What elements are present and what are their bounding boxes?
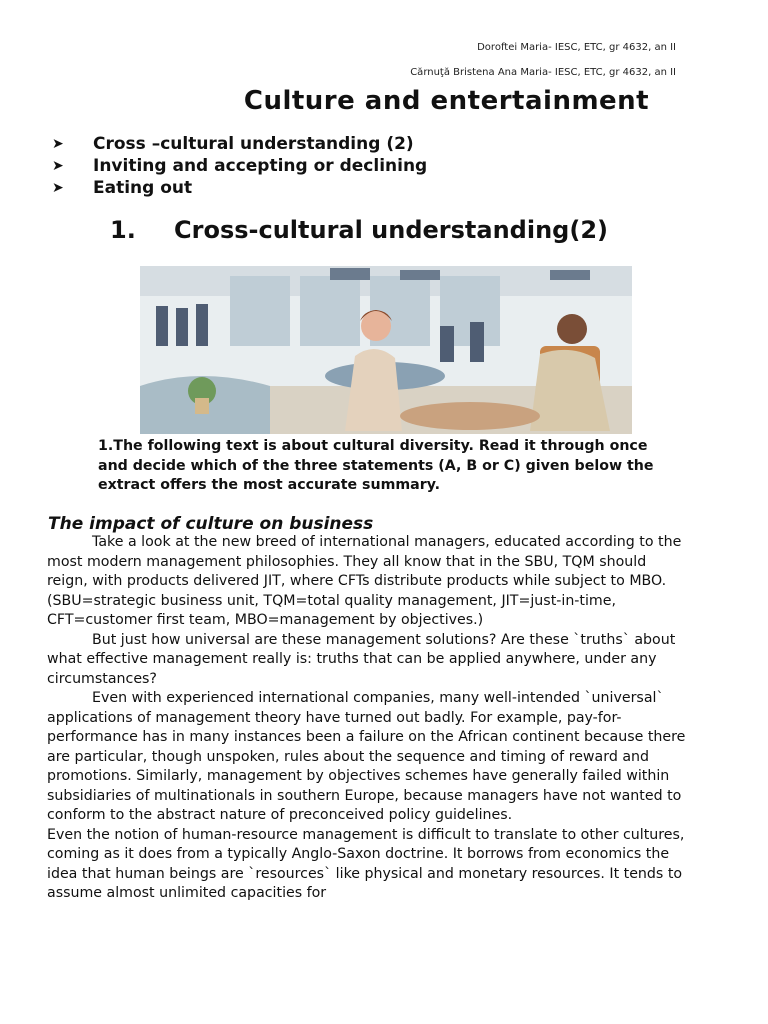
paragraph: Even with experienced international companies, many well-intended `universal` applications of management theory have turned out badly. For example, pay-for-performance has in many instances been a failure on the African continent because there are particular, though unspoken, rules about the sequence and timing of reward and promotions. Similarly, management by objectives schemes have generally failed within subsidiaries of multinationals in southern Europe, because managers have not wanted to conform to the abstract nature of preconceived policy guidelines. (47, 690, 686, 823)
list-item: ➤ Inviting and accepting or declining (52, 156, 428, 176)
topic-list (52, 133, 427, 199)
arrow-bullet-icon: ➤ (52, 158, 64, 174)
arrow-bullet-icon: ➤ (52, 136, 64, 152)
office-lounge-meeting-illustration (140, 266, 632, 434)
section-number: 1. (110, 216, 136, 244)
instruction-text: 1.The following text is about cultural diversity. Read it through once and decide which of the three statements (A, B or C) given below the extract offers the most accurate summary. (98, 438, 654, 494)
arrow-bullet-icon: ➤ (52, 180, 64, 196)
list-item: ➤ Eating out (52, 178, 193, 198)
article-body (47, 533, 687, 904)
article-subheading: The impact of culture on business (48, 514, 374, 534)
paragraph: Even the notion of human-resource management is difficult to translate to other cultures, coming as it does from a typically Anglo-Saxon doctrine. It borrows from economics the idea that human beings are `resources` like physical and monetary resources. It tends to assume almost unlimited capacities for (47, 826, 685, 901)
page-title: Culture and entertainment (243, 86, 650, 116)
section-heading (110, 216, 608, 244)
section-title: Cross-cultural understanding(2) (174, 216, 608, 244)
author-line-2: Cărnuţă Bristena Ana Maria- IESC, ETC, gr 4632, an II (410, 67, 676, 78)
paragraph: Take a look at the new breed of international managers, educated according to the most modern management philosophies. They all know that in the SBU, TQM should reign, with products delivered JIT, where CFTs distribute products while subject to MBO.(SBU=strategic business unit, TQM=total quality management, JIT=just-in-time, CFT=customer first team, MBO=management by objectives.) (47, 534, 682, 628)
paragraph: But just how universal are these management solutions? Are these `truths` about what effective management really is: truths that can be applied anywhere, under any circumstances? (47, 631, 676, 687)
list-item: ➤ Cross –cultural understanding (2) (52, 134, 414, 154)
author-line-1: Doroftei Maria- IESC, ETC, gr 4632, an II (477, 42, 676, 53)
